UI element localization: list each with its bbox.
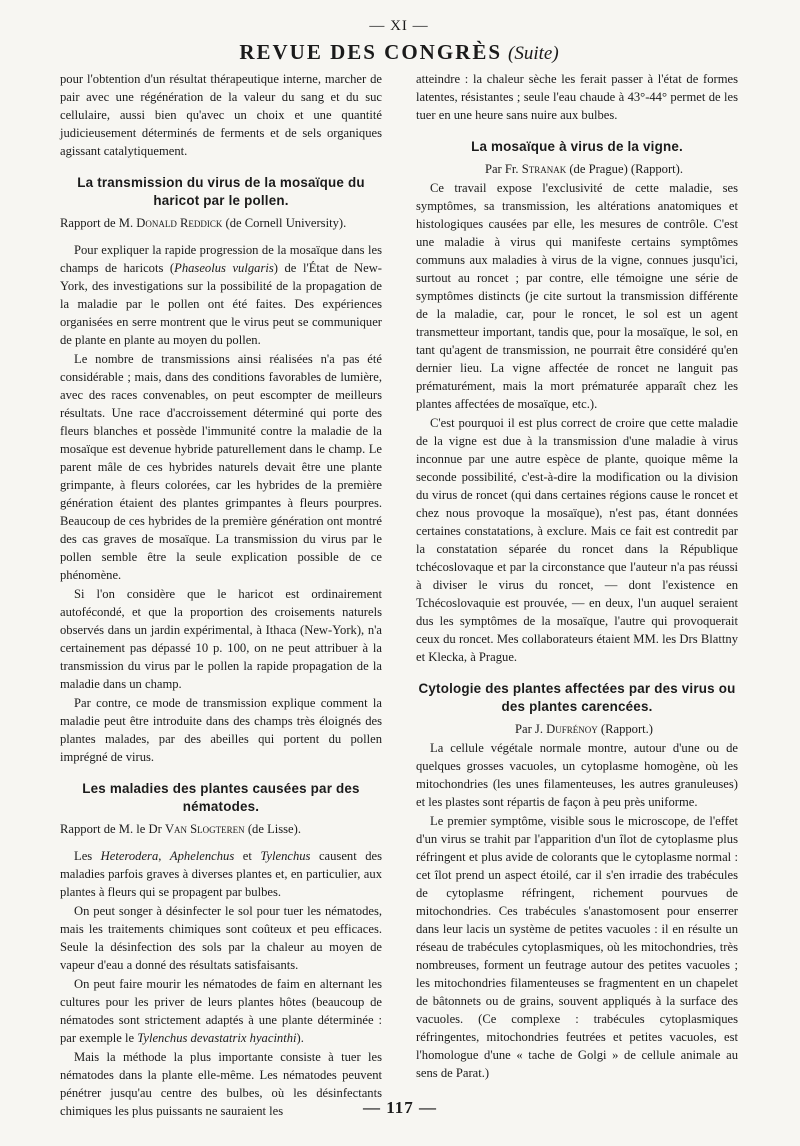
left-column	[60, 70, 382, 1118]
paragraph: Ce travail expose l'exclusivité de cette maladie, ses symptômes, sa transmission, les altérations anatomiques et histologiques causées par elle, les mesures de contrôle. C'est une maladie à virus qui manifeste certains symptômes communs aux maladies à virus de la vigne, connues jusqu'ici, surtout au roncet ; par contre, elle témoigne une série de symptômes distincts (je cite surtout la transmission différente de la maladie, car, pour le roncet, le sol est un agent transmetteur important, tandis que, pour la mosaïque, le sol, en tant qu'agent de transmission, ne pourrait être considéré qu'en dernier lieu. La vigne affectée de roncet ne languit pas prématurément, mais la mort prématurée apparaît chez les plantes affectées de mosaïque, etc.).	[416, 181, 738, 411]
article-byline-nematodes: Rapport de M. le Dr Van Slogteren (de Lisse).	[60, 822, 301, 836]
article-byline-cytologie: Par J. Dufrénoy (Rapport.)	[514, 722, 653, 736]
right-column	[416, 70, 738, 1090]
paragraph: Si l'on considère que le haricot est ordinairement autofécondé, et que la proportion des croisements naturels observés dans un jardin expérimental, à Ithaca (New-York), n'a certainement pas dépassé 10 p. 100, on ne peut attribuer à la transmission du virus par le pollen la rapide propagation de la maladie dans un champ.	[60, 587, 382, 691]
paragraph: Le nombre de transmissions ainsi réalisées n'a pas été considérable ; mais, dans des conditions favorables de lumière, avec des races convenables, on peut escompter de meilleurs résultats. Une race d'accroissement déterminé qui porte des fleurs blanches et possède l'immunité contre la maladie de la mosaïque est devenue hybride paturellement dans le champ. Le parent mâle de ces hybrides naturels devait être une plante grimpante, à fleurs colorées, car les hybrides de la première génération étaient des plantes grimpantes à fleurs pourpres. Beaucoup de ces hybrides de la première génération ont montré des cas graves de mosaïque. La transmission du virus par le pollen semble être la seule explication possible de ce phénomène.	[60, 352, 382, 582]
continuation-paragraph: atteindre : la chaleur sèche les ferait passer à l'état de formes latentes, résistantes ; seule l'eau chaude à 43°-44° permet de les tuer en une heure sans nuire aux bulbes.	[416, 72, 738, 122]
paragraph: On peut faire mourir les nématodes de faim en alternant les cultures pour les priver de leurs plantes hôtes (beaucoup de nématodes sont strictement adaptés à une plante déterminée : par exemple le Tylenchus devastatrix hyacinthi).	[60, 977, 382, 1045]
article-title-vigne: La mosaïque à virus de la vigne.	[471, 139, 683, 154]
paragraph: Mais la méthode la plus importante consiste à tuer les nématodes dans la plante elle-même. Les nématodes peuvent pénétrer jusqu'au centre des bulbes, où les désinfectants chimiques les plus puissants ne sauraient les	[60, 1050, 382, 1118]
paragraph: On peut songer à désinfecter le sol pour tuer les nématodes, mais les traitements chimiques sont coûteux et peu efficaces. Seule la désinfection des sols par la chaleur au moyen de vapeur d'eau a donné des résultats satisfaisants.	[60, 904, 382, 972]
paragraph: Le premier symptôme, visible sous le microscope, de l'effet d'un virus se trahit par l'apparition d'un îlot de cytoplasme plus réfringent et plus avide de colorants que le cytoplasme normal : cet îlot prend un aspect étoilé, car il s'en irradie des trabécules de cytoplasme réfringent, richement pourvues de mitochondries. Ces trabécules s'anastomosent pour enserrer dans leur lacis un système de petites vacuoles : il en résulte un réseau de trabécules cytoplasmiques, où les mitochondries, très nombreuses, forment un feutrage autour des petites vacuoles ; les mitochondries filamenteuses se fragmentent en un chapelet de bâtonnets ou de grains, souvent appliqués à la surface des vacuoles. (Ce complexe : trabécules cytoplasmiques réfringentes, mitochondries feutrées et petites vacuoles, est l'homologue d'une « tache de Golgi » de cellule animale au sens de Parat.)	[416, 814, 738, 1080]
author-name: Donald Reddick	[136, 216, 223, 230]
page-number: — 117 —	[362, 1098, 438, 1117]
paragraph: Les Heterodera, Aphelenchus et Tylenchus causent des maladies parfois graves à diverses plantes et, en particulier, aux plantes à fleurs qui se propagent par bulbes.	[60, 849, 382, 899]
author-name: Dufrénoy	[546, 722, 598, 736]
article-byline-vigne: Par Fr. Stranak (de Prague) (Rapport).	[484, 162, 684, 176]
running-suite: (Suite)	[508, 43, 559, 64]
paragraph: La cellule végétale normale montre, autour d'une ou de quelques grosses vacuoles, un cytoplasme homogène, où les mitochondries (les unes filamenteuses, les autres granuleuses) et les plastes sont répartis de façon à peu près uniforme.	[416, 741, 738, 809]
author-name: Van Slogteren	[164, 822, 245, 836]
paragraph: C'est pourquoi il est plus correct de croire que cette maladie de la vigne est due à la transmission d'une maladie à virus inconnue par une autre espèce de plante, quoique même la seconde possibilité, c'est-à-dire la modification ou la division du virus de roncet (qui dans certaines régions cause le roncet et chez nous provoque la mosaïque), n'est pas, étant données certaines constatations, à exclure. Mais ce fait est contredit par la constatation séparée du roncet dans la République tchécoslovaque et par la circonstance que l'auteur n'a pas réussi à diviser le virus du roncet, — dont l'existence en Tchécoslovaquie est prouvée, — en deux, l'un auquel seraient dus les symptômes de la mosaïque, l'autre qui provoquerait ceux du roncet. Mes collaborateurs étaient MM. les Drs Blattny et Klecka, à Prague.	[416, 416, 738, 664]
continuation-paragraph: pour l'obtention d'un résultat thérapeutique interne, marcher de pair avec une régénération de la valeur du sang et du suc cellulaire, aussi bien qu'avec un choix et une quantité judicieusement déterminés de ferments et de sels organiques agissant catalytiquement.	[60, 72, 382, 158]
article-title-cytologie: Cytologie des plantes affectées par des virus ou des plantes carencées.	[418, 681, 736, 714]
paragraph: Pour expliquer la rapide progression de la mosaïque dans les champs de haricots (Phaseolus vulgaris) de l'État de New-York, des investigations sur la possibilité de la propagation de la maladie par le pollen ont été faites. Des expériences organisées en serre montrent que le virus peut se communiquer de plante en plante au moyen du pollen.	[60, 243, 382, 347]
article-title-nematodes: Les maladies des plantes causées par des nématodes.	[82, 781, 360, 814]
running-header	[60, 40, 738, 68]
running-title: REVUE DES CONGRÈS	[239, 40, 503, 64]
article-title-pollen: La transmission du virus de la mosaïque du haricot par le pollen.	[77, 175, 365, 208]
roman-page-number: — XI —	[369, 18, 429, 34]
author-name: Stranak	[521, 162, 567, 176]
article-byline-pollen: Rapport de M. Donald Reddick (de Cornell University).	[60, 216, 347, 230]
paragraph: Par contre, ce mode de transmission explique comment la maladie peut être introduite dans des champs très éloignés des plantes malades, par des abeilles qui portent du pollen imprégné de virus.	[60, 696, 382, 764]
